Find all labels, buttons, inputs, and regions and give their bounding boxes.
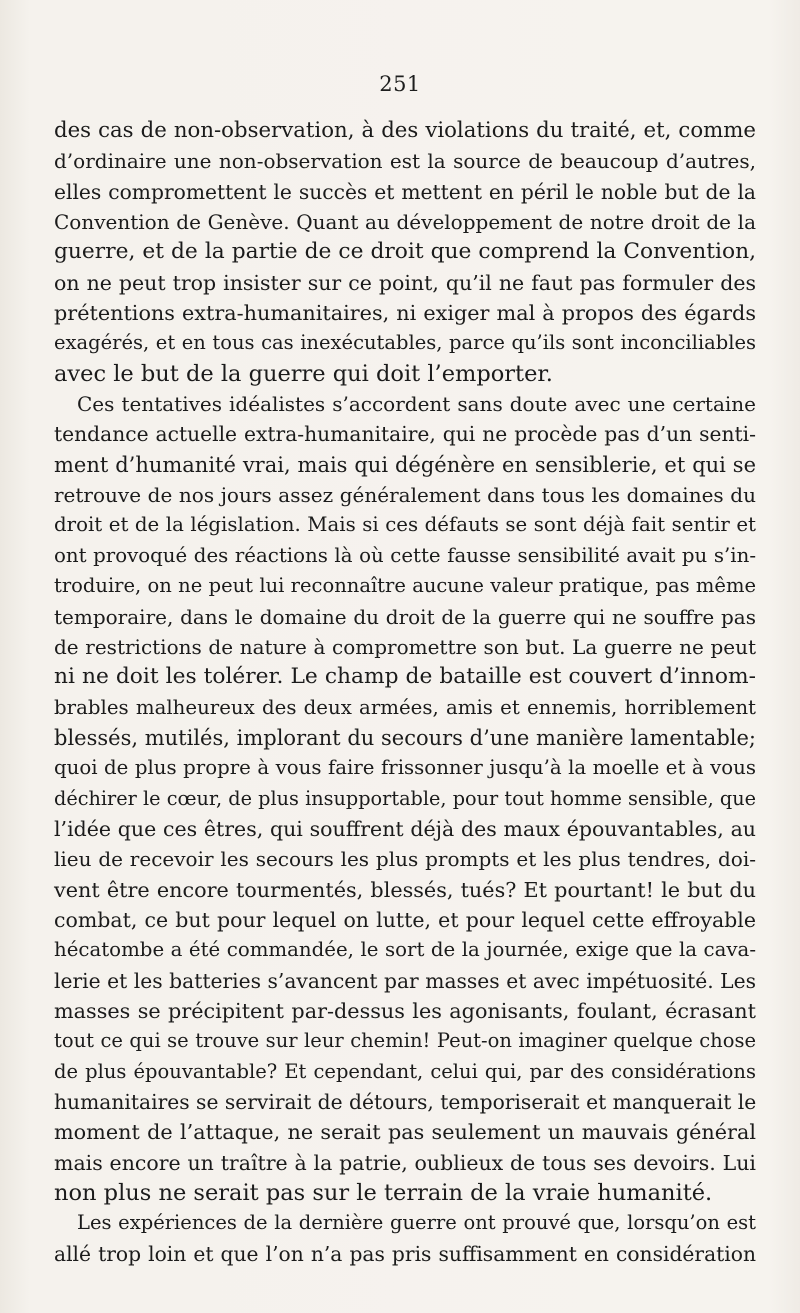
body-text: [54, 116, 756, 1269]
text-line: blessés, mutilés, implorant du secours d’une manière lamentable;: [54, 725, 756, 750]
text-line: avec le but de la guerre qui doit l’emporter.: [54, 360, 553, 387]
text-line: de plus épouvantable? Et cependant, celui qui, par des considérations: [54, 1059, 756, 1083]
text-line: guerre, et de la partie de ce droit que comprend la Convention,: [54, 239, 756, 265]
text-line: quoi de plus propre à vous faire frissonner jusqu’à la moelle et à vous: [54, 756, 756, 780]
text-line: troduire, on ne peut lui reconnaître aucune valeur pratique, pas même: [54, 574, 756, 598]
text-line: l’idée que ces êtres, qui souffrent déjà des maux épouvantables, au: [54, 816, 756, 841]
text-line: droit et de la législation. Mais si ces défauts se sont déjà fait sentir et: [54, 513, 756, 537]
text-line: retrouve de nos jours assez généralement dans tous les domaines du: [54, 483, 756, 508]
text-line: humanitaires se servirait de détours, temporiserait et manquerait le: [54, 1090, 757, 1114]
text-line: Convention de Genève. Quant au développement de notre droit de la: [54, 210, 756, 235]
text-line: temporaire, dans le domaine du droit de la guerre qui ne souffre pas: [54, 604, 756, 629]
text-line: vent être encore tourmentés, blessés, tués? Et pourtant! le but du: [54, 877, 756, 902]
text-line: ont provoqué des réactions là où cette fausse sensibilité avait pu s’in-: [54, 543, 756, 567]
text-line: ment d’humanité vrai, mais qui dégénère en sensiblerie, et qui se: [54, 452, 756, 477]
text-line: mais encore un traître à la patrie, oublieux de tous ses devoirs. Lui: [54, 1150, 756, 1175]
text-line: tout ce qui se trouve sur leur chemin! Peut-on imaginer quelque chose: [54, 1029, 756, 1053]
text-line: déchirer le cœur, de plus insupportable, pour tout homme sensible, que: [54, 786, 756, 810]
text-line: Les expériences de la dernière guerre ont prouvé que, lorsqu’on est: [77, 1211, 756, 1235]
text-line: tendance actuelle extra-humanitaire, qui ne procède pas d’un senti-: [54, 422, 756, 447]
text-line: exagérés, et en tous cas inexécutables, parce qu’ils sont inconciliables: [54, 331, 756, 355]
text-line: des cas de non-observation, à des violations du traité, et, comme: [54, 118, 756, 143]
text-line: on ne peut trop insister sur ce point, qu’il ne faut pas formuler des: [54, 270, 756, 295]
text-line: hécatombe a été commandée, le sort de la journée, exige que la cava-: [54, 938, 756, 962]
text-line: d’ordinaire une non-observation est la source de beaucoup d’autres,: [54, 149, 756, 174]
text-line: elles compromettent le succès et mettent en péril le noble but de la: [54, 179, 756, 204]
text-line: prétentions extra-humanitaires, ni exiger mal à propos des égards: [54, 301, 756, 326]
text-line: non plus ne serait pas sur le terrain de la vraie humanité.: [54, 1180, 713, 1207]
text-line: Ces tentatives idéalistes s’accordent sans doute avec une certaine: [77, 392, 756, 417]
text-line: lieu de recevoir les secours les plus prompts et les plus tendres, doi-: [54, 847, 756, 872]
text-line: combat, ce but pour lequel on lutte, et pour lequel cette effroyable: [54, 907, 756, 932]
text-line: masses se précipitent par-dessus les agonisants, foulant, écrasant: [54, 998, 756, 1023]
text-line: ni ne doit les tolérer. Le champ de bataille est couvert d’innom-: [54, 664, 756, 690]
page-number: 251: [379, 72, 421, 96]
text-line: moment de l’attaque, ne serait pas seulement un mauvais général: [54, 1120, 756, 1145]
text-line: brables malheureux des deux armées, amis et ennemis, horriblement: [54, 695, 756, 719]
text-line: lerie et les batteries s’avancent par masses et avec impétuosité. Les: [54, 968, 756, 993]
text-line: allé trop loin et que l’on n’a pas pris suffisamment en considération: [54, 1241, 756, 1266]
text-line: de restrictions de nature à compromettre son but. La guerre ne peut: [54, 634, 756, 659]
